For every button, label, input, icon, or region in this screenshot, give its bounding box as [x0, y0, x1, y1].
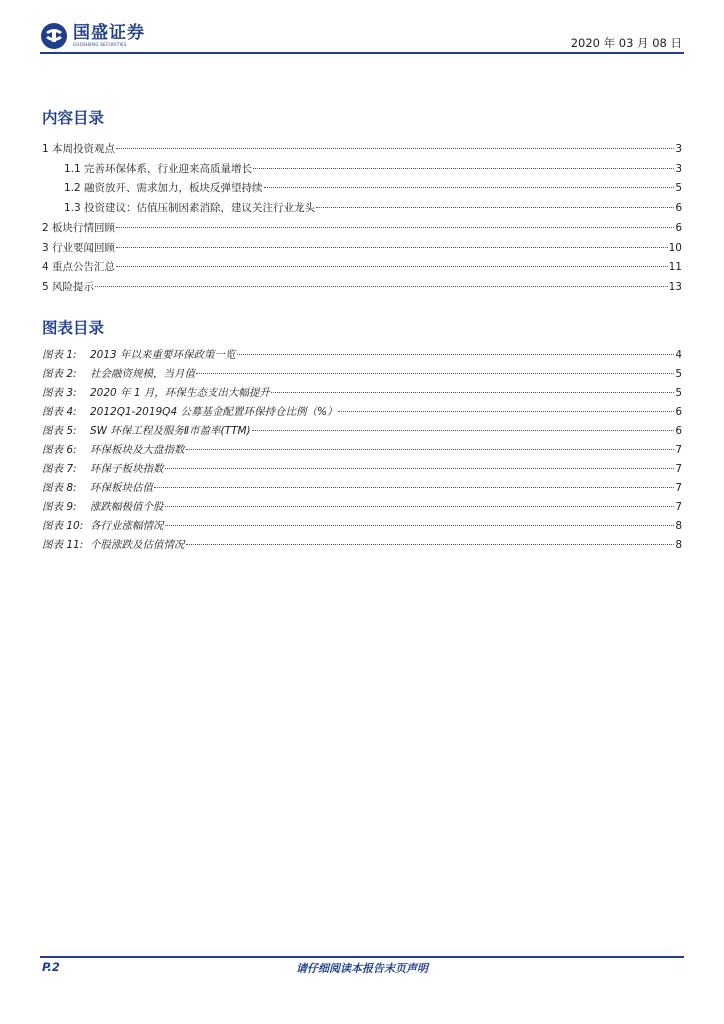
dot-leader — [165, 468, 675, 469]
dot-leader — [95, 286, 668, 287]
figure-label: 图表 11: — [42, 539, 84, 551]
toc-entry[interactable] — [64, 161, 682, 179]
dot-leader — [116, 266, 668, 267]
figure-label: 图表 4: — [42, 406, 77, 418]
figure-title: 2012Q1-2019Q4 公募基金配置环保持仓比例（%） — [90, 406, 338, 418]
toc-entry-page: 13 — [668, 280, 682, 293]
dot-leader — [271, 392, 674, 393]
toc-entry-title: 1 本周投资观点 — [42, 143, 116, 155]
toc-entry-page: 3 — [675, 143, 682, 155]
figure-title: 环保板块及大盘指数 — [90, 444, 185, 456]
figure-entry[interactable] — [42, 499, 682, 517]
figure-label: 图表 5: — [42, 425, 77, 437]
toc-entry-title: 5 风险提示 — [42, 280, 95, 293]
toc-entry-page: 11 — [668, 261, 682, 274]
toc-entry-title: 1.2 融资放开、需求加力，板块反弹望持续 — [64, 182, 263, 195]
toc-entry[interactable] — [42, 220, 682, 238]
dot-leader — [237, 354, 675, 355]
toc-entry[interactable] — [64, 200, 682, 218]
figure-page: 5 — [675, 368, 682, 380]
toc-entry-title: 3 行业要闻回顾 — [42, 241, 116, 254]
figure-entry[interactable] — [42, 537, 682, 555]
dot-leader — [252, 430, 675, 431]
figure-entry[interactable] — [42, 347, 682, 365]
toc-entry-page: 10 — [668, 241, 682, 254]
dot-leader — [253, 168, 674, 169]
toc-entry-page: 5 — [675, 182, 682, 195]
figure-label: 图表 1: — [42, 349, 77, 361]
page-header — [40, 20, 684, 56]
figure-title: 2013 年以来重要环保政策一览 — [90, 349, 236, 361]
figure-label: 图表 7: — [42, 463, 77, 475]
figure-entry[interactable] — [42, 442, 682, 460]
figure-page: 4 — [675, 349, 682, 361]
toc-entry-title: 1.3 投资建议：估值压制因素消除，建议关注行业龙头 — [64, 202, 316, 215]
figure-page: 7 — [675, 444, 682, 456]
figures-title: 图表目录 — [42, 319, 105, 337]
toc-entry[interactable] — [42, 259, 682, 277]
figure-title: 环保板块估值 — [90, 482, 153, 494]
dot-leader — [186, 544, 675, 545]
figure-title: 涨跌幅极值个股 — [90, 501, 164, 513]
figure-entry[interactable] — [42, 518, 682, 536]
figure-page: 7 — [675, 463, 682, 475]
toc-entry[interactable] — [42, 279, 682, 297]
figure-page: 7 — [675, 501, 682, 513]
figure-title: 个股涨跌及估值情况 — [90, 539, 185, 551]
dot-leader — [154, 487, 674, 488]
disclaimer-notice: 请仔细阅读本报告末页声明 — [296, 962, 428, 975]
figure-entry[interactable] — [42, 385, 682, 403]
figure-entry[interactable] — [42, 461, 682, 479]
figure-entry[interactable] — [42, 404, 682, 422]
figure-page: 8 — [675, 539, 682, 551]
dot-leader — [186, 449, 675, 450]
toc-entry-page: 3 — [675, 162, 682, 175]
dot-leader — [165, 506, 675, 507]
dot-leader — [116, 148, 674, 149]
figure-label: 图表 9: — [42, 501, 77, 513]
figure-entry[interactable] — [42, 423, 682, 441]
company-logo — [40, 22, 145, 50]
dot-leader — [116, 227, 674, 228]
figure-title: 社会融资规模，当月值 — [90, 368, 195, 380]
figure-label: 图表 3: — [42, 387, 77, 399]
figure-title: 2020 年 1 月，环保生态支出大幅提升 — [90, 387, 270, 399]
toc-entry-page: 6 — [675, 221, 682, 234]
dot-leader — [116, 247, 668, 248]
figure-page: 6 — [675, 425, 682, 437]
figure-entry[interactable] — [42, 480, 682, 498]
logo-subtitle: GUOSHENG SECURITIES — [73, 42, 127, 47]
dot-leader — [196, 373, 674, 374]
figure-label: 图表 6: — [42, 444, 77, 456]
dot-leader — [264, 187, 675, 188]
dot-leader — [165, 525, 675, 526]
figure-title: 各行业涨幅情况 — [90, 520, 164, 532]
figure-label: 图表 10: — [42, 520, 84, 532]
header-divider — [40, 52, 684, 54]
figure-title: 环保子板块指数 — [90, 463, 164, 475]
footer-divider — [40, 956, 684, 958]
toc-entry[interactable] — [42, 240, 682, 258]
figure-page: 5 — [675, 387, 682, 399]
logo-icon — [40, 22, 68, 50]
dot-leader — [338, 411, 674, 412]
toc-entry-title: 4 重点公告汇总 — [42, 261, 116, 274]
contents-title: 内容目录 — [42, 109, 105, 127]
figure-page: 8 — [675, 520, 682, 532]
dot-leader — [316, 207, 674, 208]
figure-page: 6 — [675, 406, 682, 418]
report-date: 2020 年 03 月 08 日 — [570, 36, 682, 50]
toc-entry[interactable] — [42, 141, 682, 159]
toc-entry[interactable] — [64, 180, 682, 198]
figure-title: SW 环保工程及服务Ⅱ市盈率(TTM) — [90, 425, 251, 437]
toc-entry-title: 2 板块行情回顾 — [42, 221, 116, 234]
figure-label: 图表 2: — [42, 368, 77, 380]
figure-page: 7 — [675, 482, 682, 494]
toc-entry-page: 6 — [675, 202, 682, 215]
logo-text: 国盛证券 — [73, 23, 145, 43]
figure-entry[interactable] — [42, 366, 682, 384]
toc-entry-title: 1.1 完善环保体系，行业迎来高质量增长 — [64, 162, 253, 175]
page-number: P.2 — [42, 960, 60, 974]
figure-label: 图表 8: — [42, 482, 77, 494]
